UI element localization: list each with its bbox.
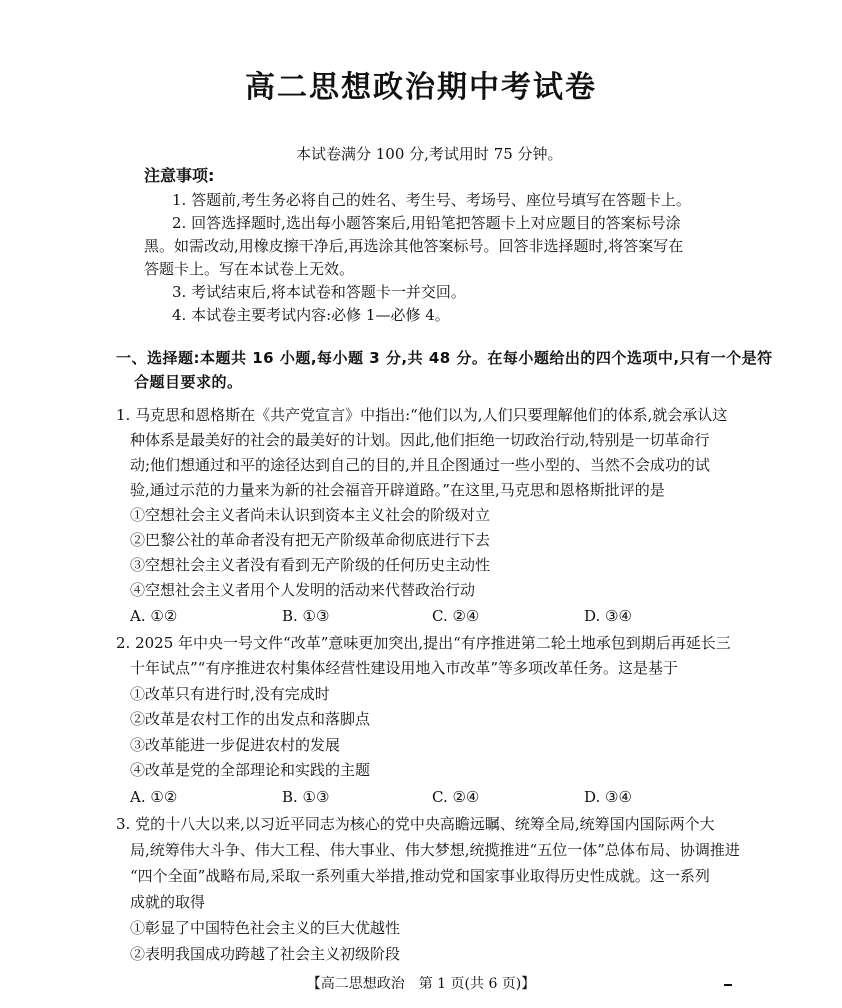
question-2-stem: 2. 2025 年中央一号文件“改革”意味更加突出,提出“有序推进第二轮土地承包到期后再延长三	[116, 634, 731, 652]
notice-line: 答题卡上。写在本试卷上无效。	[144, 260, 355, 278]
notice-line: 2. 回答选择题时,选出每小题答案后,用铅笔把答题卡上对应题目的答案标号涂	[172, 214, 681, 232]
section-heading-cont: 合题目要求的。	[134, 373, 243, 391]
question-1-stem: 1. 马克思和恩格斯在《共产党宣言》中指出:“他们以为,人们只要理解他们的体系,就会承认这	[116, 406, 728, 424]
question-3-stem: 成就的取得	[130, 893, 206, 911]
section-heading: 一、选择题:本题共 16 小题,每小题 3 分,共 48 分。在每小题给出的四个选项中,只有一个是符	[116, 349, 773, 367]
question-3-stem: 局,统筹伟大斗争、伟大工程、伟大事业、伟大梦想,统揽推进“五位一体”总体布局、协调推进	[130, 841, 740, 859]
page-footer: 【高二思想政治 第 1 页(共 6 页)】	[306, 976, 536, 992]
notice-line: 4. 本试卷主要考试内容:必修 1—必修 4。	[172, 306, 450, 324]
question-2-option-c: C. ②④	[432, 788, 480, 806]
question-1-option-b: B. ①③	[282, 607, 330, 625]
question-2-item: ①改革只有进行时,没有完成时	[130, 685, 330, 703]
question-1-item: ③空想社会主义者没有看到无产阶级的任何历史主动性	[130, 556, 491, 574]
question-3-item: ②表明我国成功跨越了社会主义初级阶段	[130, 945, 401, 963]
question-3-stem: “四个全面”战略布局,采取一系列重大举措,推动党和国家事业取得历史性成就。这一系列	[130, 867, 710, 885]
page-corner-mark	[724, 984, 732, 986]
question-3-stem: 3. 党的十八大以来,以习近平同志为核心的党中央高瞻远瞩、统筹全局,统筹国内国际两个大	[116, 815, 715, 833]
question-2-option-b: B. ①③	[282, 788, 330, 806]
question-1-stem: 种体系是最美好的社会的最美好的计划。因此,他们拒绝一切政治行动,特别是一切革命行	[130, 431, 710, 449]
question-2-option-d: D. ③④	[584, 788, 632, 806]
exam-title: 高二思想政治期中考试卷	[245, 70, 597, 105]
question-1-item: ②巴黎公社的革命者没有把无产阶级革命彻底进行下去	[130, 531, 491, 549]
question-1-item: ①空想社会主义者尚未认识到资本主义社会的阶级对立	[130, 506, 491, 524]
notice-line: 黑。如需改动,用橡皮擦干净后,再选涂其他答案标号。回答非选择题时,将答案写在	[144, 237, 684, 255]
question-1-stem: 验,通过示范的力量来为新的社会福音开辟道路。”在这里,马克思和恩格斯批评的是	[130, 481, 665, 499]
question-1-stem: 动;他们想通过和平的途径达到自己的目的,并且企图通过一些小型的、当然不会成功的试	[130, 456, 710, 474]
question-2-stem: 十年试点”“有序推进农村集体经营性建设用地入市改革”等多项改革任务。这是基于	[130, 659, 679, 677]
question-2-item: ④改革是党的全部理论和实践的主题	[130, 761, 371, 779]
notice-heading: 注意事项:	[144, 166, 215, 185]
question-2-item: ③改革能进一步促进农村的发展	[130, 736, 341, 754]
question-3-item: ①彰显了中国特色社会主义的巨大优越性	[130, 919, 401, 937]
question-1-option-d: D. ③④	[584, 607, 632, 625]
question-1-item: ④空想社会主义者用个人发明的活动来代替政治行动	[130, 581, 476, 599]
notice-line: 3. 考试结束后,将本试卷和答题卡一并交回。	[172, 283, 466, 301]
exam-subtitle: 本试卷满分 100 分,考试用时 75 分钟。	[296, 145, 563, 163]
question-2-item: ②改革是农村工作的出发点和落脚点	[130, 710, 371, 728]
question-2-option-a: A. ①②	[130, 788, 178, 806]
question-1-option-a: A. ①②	[130, 607, 178, 625]
notice-line: 1. 答题前,考生务必将自己的姓名、考生号、考场号、座位号填写在答题卡上。	[172, 191, 691, 209]
question-1-option-c: C. ②④	[432, 607, 480, 625]
